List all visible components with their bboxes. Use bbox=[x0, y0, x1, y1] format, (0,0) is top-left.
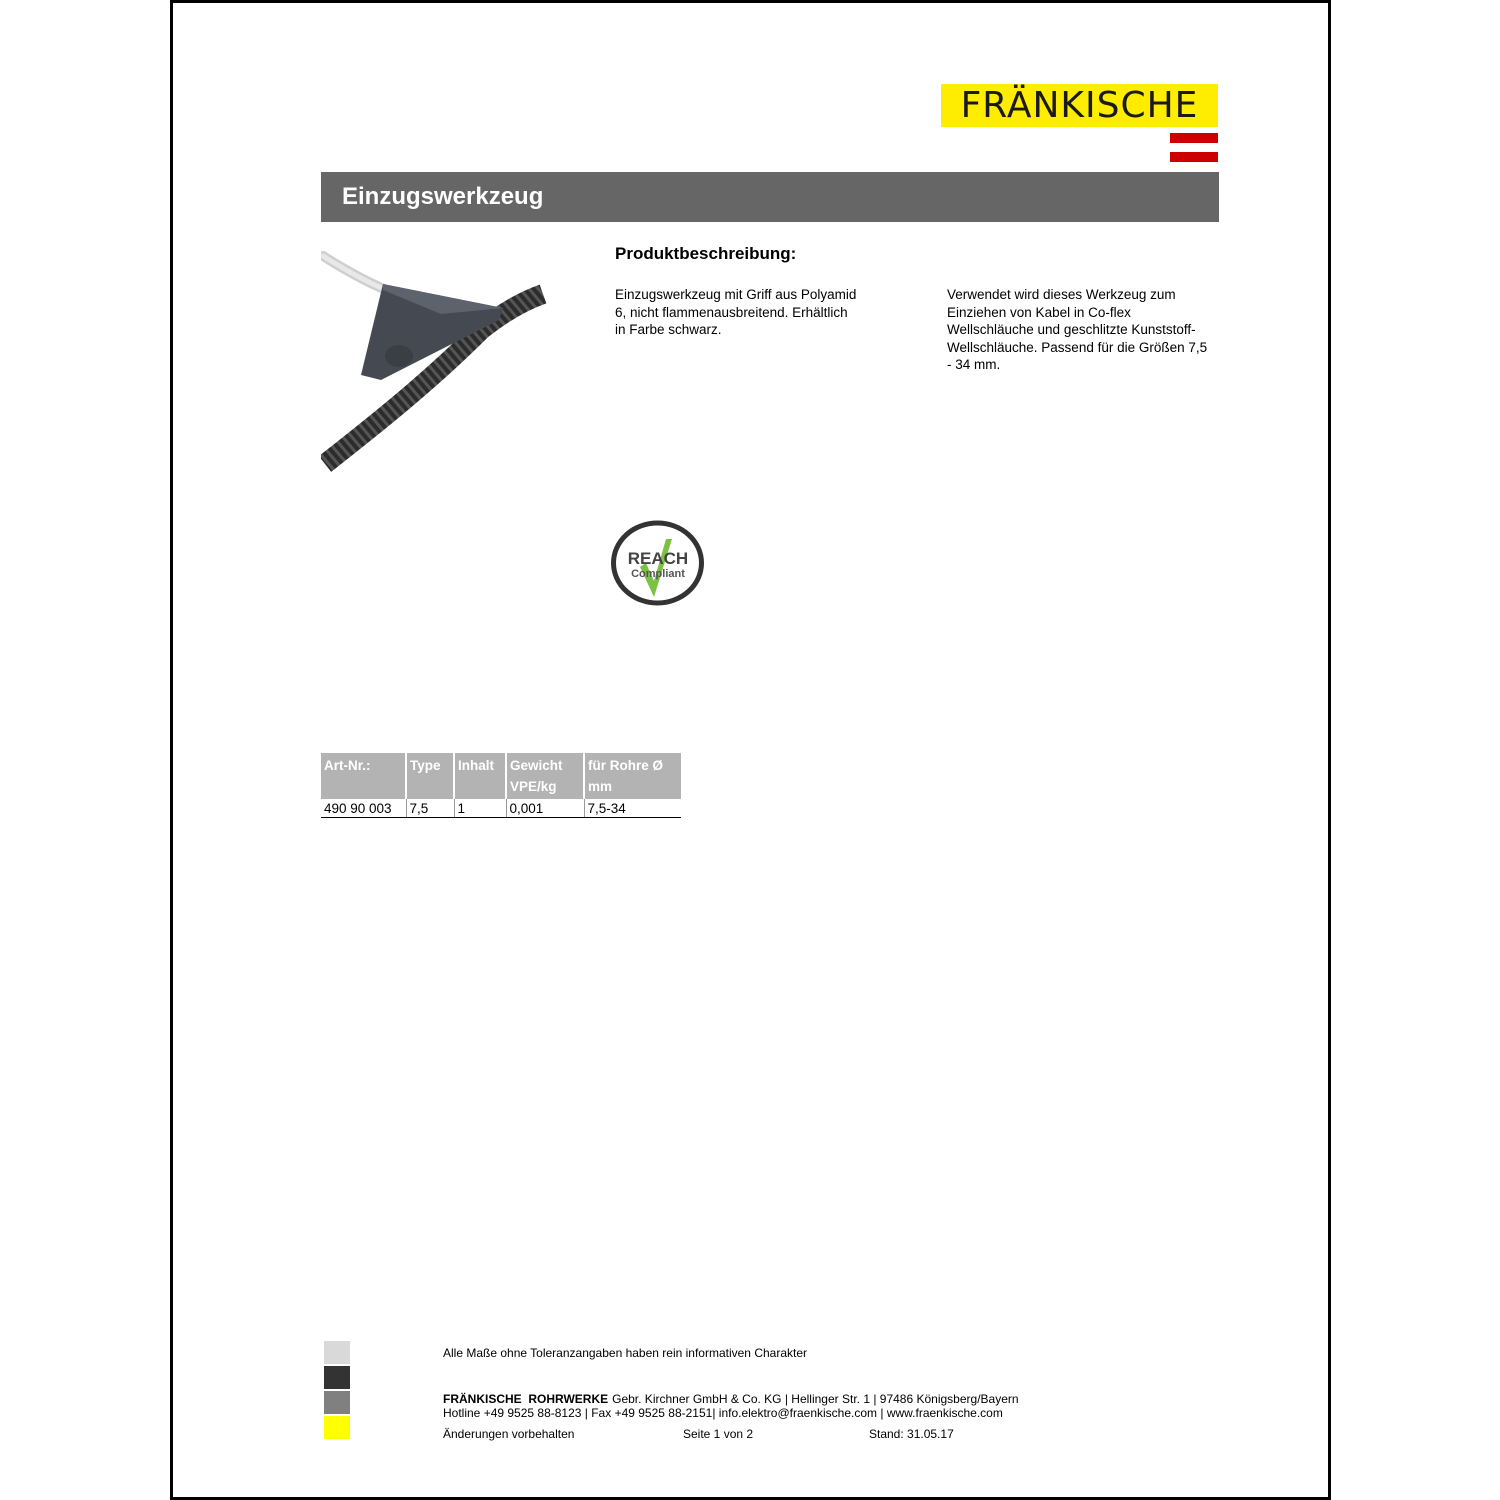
description-text-left: Einzugswerkzeug mit Griff aus Polyamid 6, nicht flammenausbreitend. Erhältlich in Farbe schwarz. bbox=[615, 287, 857, 337]
product-title-bar bbox=[321, 172, 1219, 222]
cell-type: 7,5 bbox=[406, 799, 454, 818]
reach-label: REACH bbox=[627, 549, 689, 568]
header-gewicht: Gewicht VPE/kg bbox=[506, 753, 584, 799]
color-swatch-gray bbox=[324, 1391, 350, 1414]
fraenkische-logo: FRÄNKISCHE bbox=[941, 84, 1218, 127]
article-table bbox=[321, 753, 681, 818]
header-art-nr: Art-Nr.: bbox=[321, 753, 406, 799]
header-inhalt: Inhalt bbox=[454, 753, 506, 799]
table-row bbox=[321, 799, 681, 818]
footer-company bbox=[443, 1392, 1019, 1406]
header-type: Type bbox=[406, 753, 454, 799]
footer-company-address: Gebr. Kirchner GmbH & Co. KG | Hellinger Str. 1 | 97486 Königsberg/Bayern bbox=[612, 1392, 1019, 1406]
einzugswerkzeug-product-photo-icon bbox=[321, 250, 551, 472]
table-header-row bbox=[321, 753, 681, 799]
logo-flag-stripe-top bbox=[1170, 133, 1218, 143]
color-swatch-light-gray bbox=[324, 1341, 350, 1364]
header-rohre: für Rohre Ø mm bbox=[584, 753, 681, 799]
footer-page-number: Seite 1 von 2 bbox=[683, 1427, 754, 1441]
reach-compliant-badge bbox=[610, 519, 705, 607]
page-border-left bbox=[170, 0, 173, 1500]
logo-flag-stripe-bottom bbox=[1170, 152, 1218, 162]
page-border-top bbox=[170, 0, 1331, 3]
cell-gewicht: 0,001 bbox=[506, 799, 584, 818]
color-swatch-yellow bbox=[324, 1416, 350, 1439]
cell-art-nr: 490 90 003 bbox=[321, 799, 406, 818]
footer-disclaimer: Alle Maße ohne Toleranzangaben haben rein informativen Charakter bbox=[443, 1346, 808, 1360]
cell-inhalt: 1 bbox=[454, 799, 506, 818]
footer-changes: Änderungen vorbehalten bbox=[443, 1427, 575, 1441]
footer-date: Stand: 31.05.17 bbox=[869, 1427, 954, 1441]
description-heading: Produktbeschreibung: bbox=[615, 244, 797, 263]
cell-rohre: 7,5-34 bbox=[584, 799, 681, 818]
page-border-right bbox=[1328, 0, 1331, 1500]
footer-contact: Hotline +49 9525 88-8123 | Fax +49 9525 88-2151| info.elektro@fraenkische.com | www.fraenkische.com bbox=[443, 1406, 1003, 1420]
color-swatch-dark-gray bbox=[324, 1366, 350, 1389]
reach-compliant-label: Compliant bbox=[631, 568, 685, 580]
description-text-right: Verwendet wird dieses Werkzeug zum Einziehen von Kabel in Co-flex Wellschläuche und geschlitzte Kunststoff- Wellschläuche. Passend für die Größen 7,5 - 34 mm. bbox=[947, 287, 1208, 372]
footer-company-name: FRÄNKISCHE ROHRWERKE bbox=[443, 1392, 609, 1406]
page-title: Einzugswerkzeug bbox=[342, 183, 544, 210]
